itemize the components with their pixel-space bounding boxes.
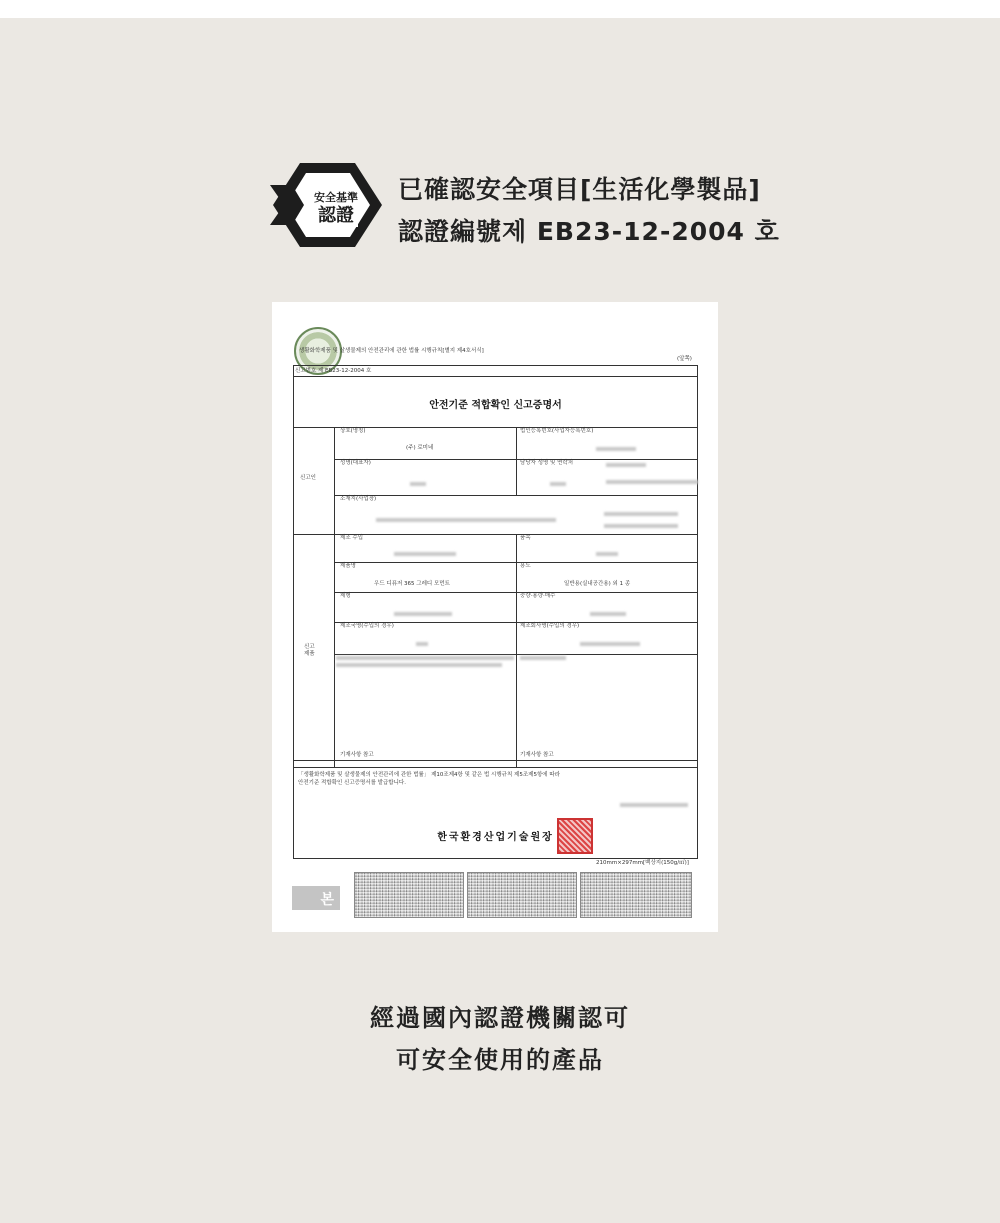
badge-bottom-text: 認證 [318, 205, 354, 226]
maker-label: 제조회사명(수입의 경우) [520, 623, 580, 629]
biz-no-label: 법인등록번호(사업자등록번호) [520, 428, 594, 434]
regulation-text: 생활화학제품 및 살생물제의 안전관리에 관한 법률 시행규칙[별지 제4호서식] [299, 348, 484, 354]
mfg-import-label: 제조 수입 [340, 535, 364, 541]
page-side: (앞쪽) [677, 356, 692, 362]
certification-number: 認證編號제 EB23-12-2004 호 [398, 217, 780, 246]
usage-value: 일반용(실내공간용) 외 1 종 [564, 581, 631, 587]
note-label-left: 기재사항 참고 [340, 752, 374, 758]
company-label: 상호(명칭) [340, 428, 366, 434]
section-product: 신고 제품 [304, 644, 315, 658]
paper-size: 210mm×297mm[백상지(150g/㎡)] [596, 860, 689, 866]
ceo-label: 성명(대표자) [340, 460, 371, 466]
legal-text-1: 「생활화학제품 및 살생물제의 안전관리에 관한 법률」 제10조제4항 및 같은 법 시행규칙 제5조제5항에 따라 [298, 772, 560, 778]
address-label: 소재지(사업장) [340, 496, 377, 502]
usage-label: 용도 [520, 563, 531, 569]
badge-top-text: 安全基準 [314, 191, 358, 204]
footer-line-2: 可安全使用的產品 [396, 1046, 604, 1074]
official-red-seal [557, 818, 593, 854]
note-label-right: 기재사항 참고 [520, 752, 554, 758]
product-name-label: 제품명 [340, 563, 356, 569]
manager-label: 담당자 성명 및 연락처 [520, 460, 574, 466]
certification-scope: 已確認安全項目[生活化學製品] [398, 175, 761, 204]
product-name-value: 우드 디퓨저 365 그레디 모먼트 [374, 581, 450, 587]
footer-line-1: 經過國內認證機關認可 [370, 1004, 630, 1032]
safety-certification-badge [270, 155, 385, 255]
section-reporter: 신고인 [300, 475, 316, 481]
security-pattern-3 [580, 872, 692, 918]
category-label: 품목 [520, 535, 531, 541]
certificate-title: 안전기준 적합확인 신고증명서 [429, 400, 562, 411]
issuer-name: 한국환경산업기술원장 [437, 832, 554, 843]
security-pattern-1 [354, 872, 464, 918]
certificate-table [293, 365, 698, 859]
watermark-block: 본 [292, 886, 340, 910]
country-label: 제조국명(수입의 경우) [340, 623, 394, 629]
security-pattern-2 [467, 872, 577, 918]
legal-text-2: 안전기준 적합확인 신고증명서를 발급합니다. [298, 780, 406, 786]
capacity-label: 중량·용량·매수 [520, 593, 556, 599]
form-label: 제형 [340, 593, 351, 599]
report-number: 신고번호 제 EB23-12-2004 호 [295, 368, 372, 374]
company-value: (주) 로미네 [406, 445, 434, 451]
